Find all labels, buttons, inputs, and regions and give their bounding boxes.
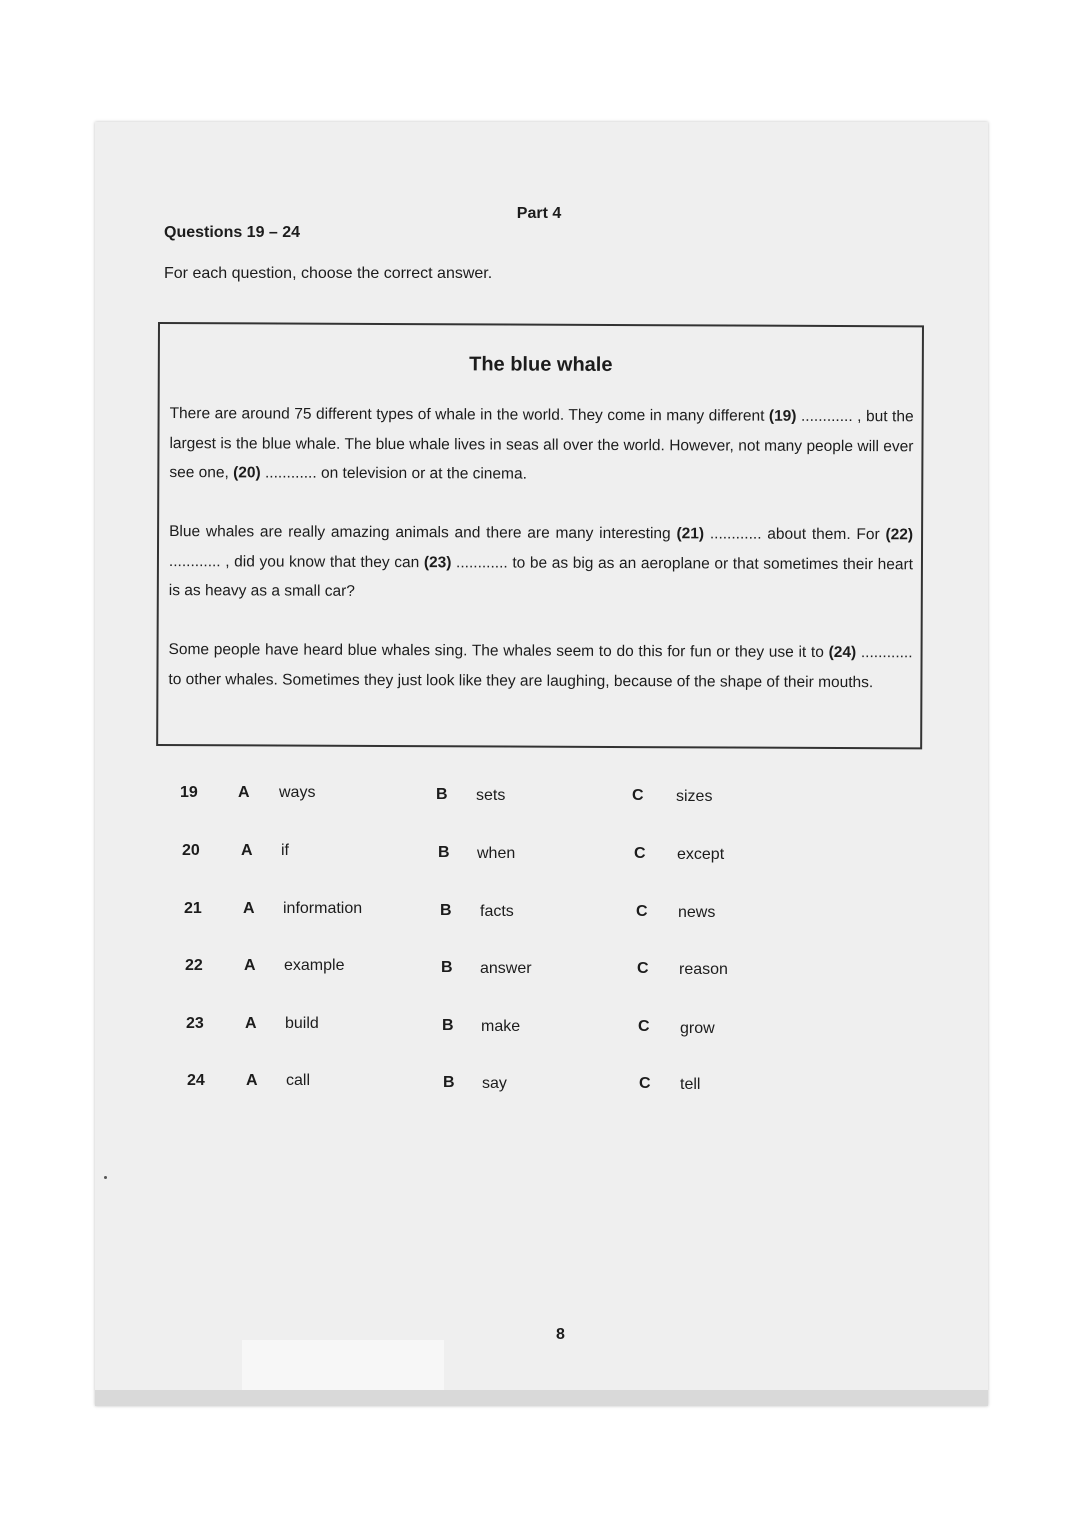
question-number: 20 [182, 842, 200, 859]
option-letter-c: C [636, 903, 648, 920]
text-segment: There are around 75 different types of whale in the world. They come in many different [169, 405, 769, 425]
text-title: The blue whale [469, 353, 613, 376]
option-letter-c: C [632, 787, 644, 804]
text-segment: ............ to be as big as an aeroplane or that sometimes their heart is as heavy as a small car? [168, 553, 913, 600]
gap-21: (21) [676, 525, 705, 543]
option-b[interactable]: say [482, 1075, 507, 1092]
text-segment: ............ , did you know that they can [168, 552, 424, 571]
blank-patch [242, 1340, 444, 1390]
gap-20: (20) [233, 464, 261, 482]
text-segment: Blue whales are really amazing animals and there are many interesting [169, 523, 677, 543]
text-segment: ............ , but the largest is the blue whale. The blue whale lives in seas all over the world. However, not many people will ever see one, [169, 407, 914, 482]
option-letter-b: B [442, 1017, 454, 1034]
question-number: 23 [186, 1015, 204, 1032]
text-segment: ............ on television or at the cinema. [260, 464, 527, 483]
question-number: 24 [187, 1072, 205, 1089]
option-letter-c: C [637, 960, 649, 977]
option-letter-a: A [246, 1072, 258, 1089]
gap-22: (22) [885, 526, 914, 544]
option-c[interactable]: reason [679, 961, 728, 978]
question-number: 21 [184, 900, 202, 917]
gap-23: (23) [423, 553, 452, 571]
gap-19: (19) [768, 407, 797, 425]
option-c[interactable]: grow [680, 1020, 715, 1037]
option-letter-b: B [443, 1074, 455, 1091]
option-letter-a: A [243, 900, 255, 917]
option-a[interactable]: call [286, 1072, 311, 1089]
part-title: Part 4 [516, 205, 562, 222]
option-letter-b: B [436, 786, 448, 803]
option-letter-b: B [441, 959, 453, 976]
text-segment: ............ to other whales. Sometimes they just look like they are laughing, because of the shape of their mouths. [168, 644, 913, 691]
option-b[interactable]: facts [480, 903, 514, 920]
option-a[interactable]: example [284, 957, 345, 974]
question-number: 19 [180, 784, 198, 801]
option-a[interactable]: ways [279, 784, 316, 801]
instruction-text: For each question, choose the correct answer. [164, 265, 493, 282]
option-letter-a: A [238, 784, 250, 801]
text-segment: ............ about them. For [704, 525, 886, 544]
page-number: 8 [556, 1326, 565, 1343]
option-a[interactable]: build [285, 1015, 319, 1032]
option-letter-b: B [440, 902, 452, 919]
text-segment: Some people have heard blue whales sing. The whales seem to do this for fun or they use it to [168, 641, 829, 661]
option-letter-c: C [634, 845, 646, 862]
option-b[interactable]: answer [480, 960, 532, 977]
option-c[interactable]: tell [680, 1076, 701, 1093]
questions-range: Questions 19 – 24 [164, 224, 301, 241]
option-letter-c: C [638, 1018, 650, 1035]
option-letter-c: C [639, 1075, 651, 1092]
option-b[interactable]: sets [476, 787, 506, 804]
gap-24: (24) [828, 643, 857, 662]
stray-mark [104, 1176, 107, 1179]
option-c[interactable]: sizes [676, 788, 713, 805]
question-number: 22 [185, 957, 203, 974]
option-a[interactable]: information [283, 900, 363, 917]
option-letter-b: B [438, 844, 450, 861]
option-letter-a: A [245, 1015, 257, 1032]
option-letter-a: A [244, 957, 256, 974]
option-letter-a: A [241, 842, 253, 859]
option-b[interactable]: when [477, 845, 516, 862]
option-b[interactable]: make [481, 1018, 521, 1035]
option-a[interactable]: if [281, 842, 289, 859]
option-c[interactable]: except [677, 846, 725, 863]
option-c[interactable]: news [678, 904, 716, 921]
